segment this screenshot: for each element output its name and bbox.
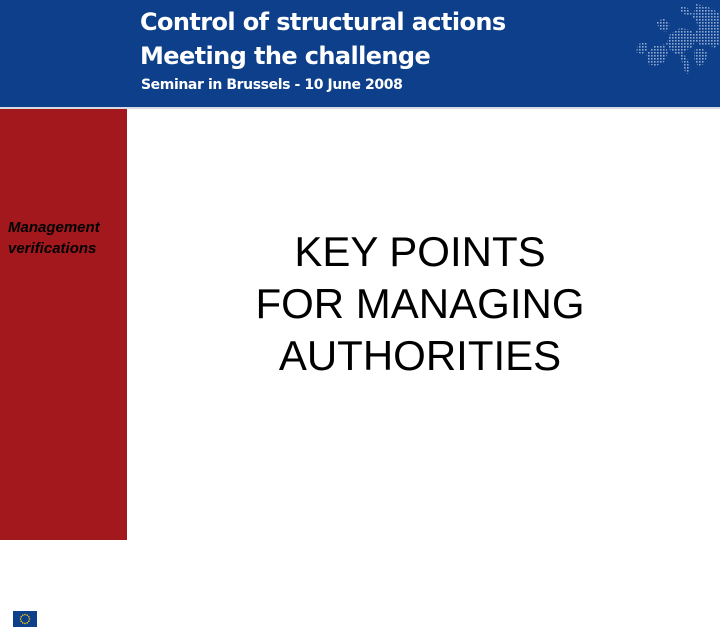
europe-map-icon: [636, 4, 720, 78]
sidebar-panel: [0, 109, 127, 629]
slide-heading-line2: FOR MANAGING: [255, 280, 585, 327]
eu-logo: [12, 607, 126, 631]
banner-title-line2: Meeting the challenge: [140, 42, 431, 70]
sidebar-section-label: Management verifications: [8, 219, 100, 257]
slide-heading-line3: AUTHORITIES: [278, 332, 562, 379]
slide-heading: [130, 226, 710, 382]
eu-flag-icon: [12, 610, 38, 628]
eu-logo-policy: Cohesion Policy: [40, 620, 100, 629]
slide-heading-line1: KEY POINTS: [294, 228, 546, 275]
banner-title-line1: Control of structural actions: [140, 8, 506, 36]
banner-subtitle: Seminar in Brussels - 10 June 2008: [141, 77, 403, 93]
header-banner: [0, 0, 720, 107]
eu-logo-name: European Union: [40, 608, 126, 619]
